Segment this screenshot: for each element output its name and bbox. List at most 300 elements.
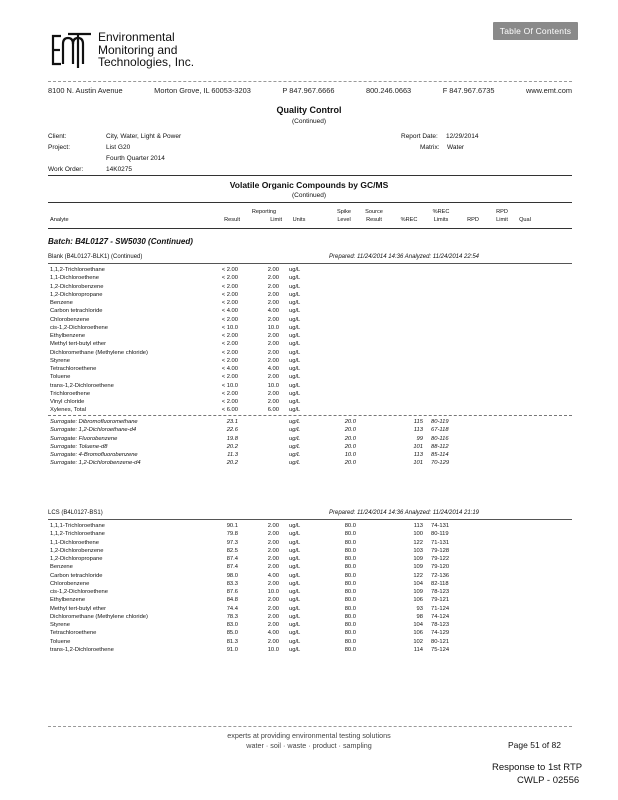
rec-limits-cell: 82-118 [431, 580, 449, 587]
reporting-limit-cell: 2.00 [267, 539, 279, 546]
reporting-limit-cell: 10.0 [267, 324, 279, 331]
reporting-limit-cell: 2.00 [267, 357, 279, 364]
table-row [48, 373, 572, 381]
table-row [48, 547, 572, 555]
result-cell: < 2.00 [221, 267, 238, 273]
reporting-limit-cell: 2.00 [267, 300, 279, 306]
table-row [48, 332, 572, 340]
spike-level-cell: 80.0 [344, 556, 356, 562]
units-cell: ug/L [289, 580, 301, 587]
rec-limits-cell: 79-120 [431, 564, 450, 571]
spike-level-cell: 80.0 [344, 539, 356, 546]
reporting-limit-cell: 2.00 [267, 283, 279, 290]
blank-prepared: Prepared: 11/24/2014 14:36 Analyzed: 11/24/2014 22:54 [329, 254, 480, 260]
analyte-cell: 1,2-Dichloropropane [50, 291, 103, 298]
company-name-line-3: Technologies, Inc. [98, 55, 195, 69]
website: www.emt.com [525, 86, 572, 95]
reporting-limit-cell: 2.00 [267, 531, 279, 538]
reporting-limit-cell: 2.00 [267, 638, 279, 645]
col-qual: Qual [519, 217, 531, 223]
result-cell: < 10.0 [221, 324, 238, 331]
table-row [48, 621, 572, 629]
reporting-limit-cell: 2.00 [267, 580, 279, 587]
units-cell: ug/L [289, 366, 301, 372]
percent-rec-cell: 113 [413, 523, 423, 529]
percent-rec-cell: 106 [413, 597, 423, 604]
rec-limits-cell: 85-114 [431, 452, 449, 458]
reporting-limit-cell: 2.00 [267, 341, 279, 348]
reporting-limit-cell: 2.00 [267, 399, 279, 405]
result-cell: < 6.00 [221, 407, 238, 414]
table-row [48, 390, 572, 398]
analyte-cell: trans-1,2-Dichloroethene [50, 646, 114, 653]
analyte-cell: 1,2-Dichloropropane [50, 556, 103, 562]
result-cell: 91.0 [226, 646, 238, 653]
workorder-value: 14K0275 [106, 166, 133, 173]
result-cell: < 2.00 [221, 316, 238, 323]
analyte-cell: 1,2-Dichlorobenzene [50, 283, 104, 290]
units-cell: ug/L [289, 460, 301, 467]
spike-level-cell: 20.0 [344, 460, 356, 467]
units-cell: ug/L [289, 556, 301, 562]
units-cell: ug/L [289, 349, 301, 356]
reporting-limit-cell: 2.00 [267, 316, 279, 323]
spike-level-cell: 80.0 [344, 646, 356, 653]
units-cell: ug/L [289, 275, 301, 282]
spike-level-cell: 80.0 [344, 523, 356, 529]
table-row [48, 426, 572, 434]
analyte-cell: Ethylbenzene [50, 597, 86, 604]
rec-limits-cell: 80-121 [431, 638, 450, 645]
blank-name: Blank (B4L0127-BLK1) (Continued) [48, 254, 143, 260]
rec-limits-cell: 74-131 [431, 523, 450, 529]
reporting-limit-cell: 2.00 [267, 564, 279, 571]
table-row [48, 522, 572, 530]
table-row [48, 418, 572, 426]
units-cell: ug/L [289, 300, 301, 306]
units-cell: ug/L [289, 564, 301, 571]
reporting-limit-cell: 10.0 [267, 646, 279, 653]
analyte-cell: Methyl tert-butyl ether [50, 605, 107, 612]
result-cell: 23.1 [226, 419, 238, 425]
reporting-limit-cell: 6.00 [267, 407, 279, 414]
units-cell: ug/L [289, 267, 301, 273]
result-cell: < 2.00 [221, 333, 238, 339]
spike-level-cell: 80.0 [344, 597, 356, 604]
result-cell: < 2.00 [221, 357, 238, 364]
analyte-cell: Surrogate: Dibromofluoromethane [50, 419, 138, 425]
percent-rec-cell: 106 [413, 630, 423, 637]
blank-header [48, 253, 572, 264]
table-row [48, 605, 572, 613]
result-cell: 74.4 [226, 605, 238, 612]
spike-level-cell: 20.0 [344, 427, 356, 434]
rec-limits-cell: 88-112 [431, 443, 449, 450]
table-row [48, 572, 572, 580]
spike-level-cell: 80.0 [344, 605, 356, 612]
col-rpdlim-2: Limit [496, 217, 508, 223]
batch-title: Batch: B4L0127 - SW5030 (Continued) [48, 237, 193, 246]
reporting-limit-cell: 2.00 [267, 374, 279, 381]
footer-services: water · soil · waste · product · sampling [246, 741, 372, 750]
result-cell: 87.4 [226, 556, 238, 562]
units-cell: ug/L [289, 531, 301, 538]
table-row [48, 307, 572, 315]
percent-rec-cell: 100 [413, 531, 423, 538]
table-of-contents-button[interactable]: Table Of Contents [493, 22, 578, 40]
table-row [48, 382, 572, 390]
reporting-limit-cell: 2.00 [267, 605, 279, 612]
project-value-2: Fourth Quarter 2014 [106, 155, 165, 162]
reporting-limit-cell: 2.00 [267, 547, 279, 554]
rec-limits-cell: 78-123 [431, 622, 450, 628]
result-cell: < 4.00 [221, 308, 238, 315]
units-cell: ug/L [289, 374, 301, 381]
reporting-limit-cell: 4.00 [267, 630, 279, 637]
address-line [48, 86, 572, 95]
units-cell: ug/L [289, 291, 301, 298]
reporting-limit-cell: 2.00 [267, 275, 279, 282]
reporting-limit-cell: 2.00 [267, 291, 279, 298]
percent-rec-cell: 122 [413, 539, 423, 546]
percent-rec-cell: 101 [413, 443, 423, 450]
units-cell: ug/L [289, 382, 301, 389]
result-cell: < 2.00 [221, 341, 238, 348]
units-cell: ug/L [289, 341, 301, 348]
units-cell: ug/L [289, 613, 301, 620]
reporting-limit-cell: 2.00 [267, 597, 279, 604]
reporting-limit-cell: 10.0 [267, 589, 279, 595]
analyte-cell: Methyl tert-butyl ether [50, 341, 107, 348]
lcs-name: LCS (B4L0127-BS1) [48, 510, 103, 516]
analyte-cell: Ethylbenzene [50, 333, 86, 339]
meta-divider [48, 175, 572, 176]
result-cell: < 2.00 [221, 275, 238, 282]
table-row [48, 638, 572, 646]
matrix-label: Matrix: [420, 144, 440, 151]
header-divider [48, 81, 572, 82]
col-rpd: RPD [467, 217, 479, 223]
footer-tagline: experts at providing environmental testing solutions [227, 731, 391, 740]
reporting-limit-cell: 2.00 [267, 390, 279, 397]
tollfree-number: 800.246.0663 [365, 86, 412, 95]
analyte-cell: 1,1,2-Trichloroethane [50, 267, 105, 273]
table-row [48, 580, 572, 588]
reporting-limit-cell: 2.00 [267, 622, 279, 628]
analyte-cell: Styrene [50, 622, 70, 628]
percent-rec-cell: 99 [416, 435, 423, 442]
analyte-cell: Toluene [50, 638, 71, 645]
analyte-cell: 1,1-Dichloroethene [50, 275, 99, 282]
spike-level-cell: 10.0 [344, 452, 356, 458]
section-title: Volatile Organic Compounds by GC/MS [229, 180, 389, 190]
reporting-limit-cell: 2.00 [267, 333, 279, 339]
result-cell: < 10.0 [221, 382, 238, 389]
result-cell: 22.6 [226, 427, 238, 434]
spike-level-cell: 80.0 [344, 531, 356, 538]
units-cell: ug/L [289, 572, 301, 579]
col-result: Result [224, 217, 240, 223]
result-cell: 97.3 [226, 539, 238, 546]
reporting-limit-cell: 10.0 [267, 382, 279, 389]
analyte-cell: Benzene [50, 300, 73, 306]
percent-rec-cell: 102 [413, 638, 423, 645]
section-continued: (Continued) [292, 192, 326, 199]
report-date-value: 12/29/2014 [446, 133, 479, 140]
table-row [48, 451, 572, 459]
analyte-cell: Tetrachloroethene [50, 630, 97, 637]
analyte-cell: Carbon tetrachloride [50, 572, 103, 579]
rec-limits-cell: 78-123 [431, 589, 450, 595]
rec-limits-cell: 79-121 [431, 597, 450, 604]
analyte-cell: Surrogate: 1,2-Dichloroethane-d4 [50, 427, 137, 434]
analyte-cell: Surrogate: Fluorobenzene [50, 435, 118, 442]
table-row [48, 357, 572, 365]
column-header [48, 202, 572, 229]
percent-rec-cell: 103 [413, 547, 423, 554]
units-cell: ug/L [289, 547, 301, 554]
col-rpdlim-1: RPD [496, 209, 508, 215]
reporting-limit-cell: 4.00 [267, 366, 279, 372]
result-cell: 83.3 [226, 580, 238, 587]
units-cell: ug/L [289, 589, 301, 595]
lcs-rows [48, 522, 572, 654]
workorder-label: Work Order: [48, 166, 84, 173]
table-row [48, 365, 572, 373]
table-row [48, 555, 572, 563]
result-cell: < 2.00 [221, 374, 238, 381]
street-address: 8100 N. Austin Avenue [48, 86, 123, 95]
rec-limits-cell: 71-124 [431, 605, 450, 612]
result-cell: 78.3 [226, 613, 238, 620]
table-row [48, 316, 572, 324]
units-cell: ug/L [289, 523, 301, 529]
rec-limits-cell: 72-136 [431, 572, 450, 579]
result-cell: 98.0 [226, 572, 238, 579]
result-cell: < 2.00 [221, 291, 238, 298]
analyte-cell: Styrene [50, 357, 70, 364]
reporting-limit-cell: 4.00 [267, 572, 279, 579]
rec-limits-cell: 67-118 [431, 427, 449, 434]
result-cell: < 2.00 [221, 399, 238, 405]
footer-divider [48, 726, 572, 727]
result-cell: < 2.00 [221, 283, 238, 290]
client-label: Client: [48, 133, 67, 140]
rec-limits-cell: 71-131 [431, 539, 450, 546]
company-name-line-1: Environmental [98, 30, 175, 44]
rec-limits-cell: 79-122 [431, 556, 450, 562]
spike-level-cell: 80.0 [344, 572, 356, 579]
percent-rec-cell: 122 [413, 572, 423, 579]
table-row [48, 596, 572, 604]
analyte-cell: trans-1,2-Dichloroethene [50, 382, 114, 389]
blank-surrogate-divider [48, 415, 572, 416]
col-units: Units [292, 217, 306, 223]
table-row [48, 435, 572, 443]
table-row [48, 443, 572, 451]
city-address: Morton Grove, IL 60053-3203 [154, 86, 251, 95]
units-cell: ug/L [289, 283, 301, 290]
units-cell: ug/L [289, 630, 301, 637]
analyte-cell: Chlorobenzene [50, 580, 90, 587]
units-cell: ug/L [289, 316, 301, 323]
percent-rec-cell: 113 [413, 452, 423, 458]
analyte-cell: cis-1,2-Dichloroethene [50, 324, 108, 331]
units-cell: ug/L [289, 452, 301, 458]
lcs-header [48, 509, 572, 520]
col-limits-2: Limits [433, 217, 449, 223]
table-row [48, 406, 572, 414]
result-cell: 20.2 [226, 443, 238, 450]
percent-rec-cell: 104 [413, 622, 423, 628]
analyte-cell: 1,1,2-Trichloroethane [50, 531, 105, 538]
table-row [48, 539, 572, 547]
rec-limits-cell: 74-124 [431, 613, 450, 620]
result-cell: 84.8 [226, 597, 238, 604]
units-cell: ug/L [289, 399, 301, 405]
result-cell: < 4.00 [221, 366, 238, 372]
analyte-cell: 1,1-Dichloroethene [50, 539, 99, 546]
matrix-value: Water [447, 144, 465, 151]
result-cell: 11.3 [227, 452, 238, 458]
units-cell: ug/L [289, 638, 301, 645]
table-row [48, 299, 572, 307]
col-source-1: Source [365, 209, 383, 215]
percent-rec-cell: 98 [416, 613, 423, 620]
percent-rec-cell: 113 [413, 427, 423, 434]
units-cell: ug/L [289, 605, 301, 612]
result-cell: 87.6 [226, 589, 238, 595]
result-cell: 82.5 [226, 547, 238, 554]
report-title: Quality Control [276, 105, 342, 115]
spike-level-cell: 80.0 [344, 622, 356, 628]
units-cell: ug/L [289, 333, 301, 339]
lcs-prepared: Prepared: 11/24/2014 14:36 Analyzed: 11/24/2014 21:19 [329, 510, 480, 516]
percent-rec-cell: 109 [413, 556, 423, 562]
fax-number: F 847.967.6735 [442, 86, 495, 95]
result-cell: 83.0 [226, 622, 238, 628]
spike-level-cell: 80.0 [344, 613, 356, 620]
reporting-limit-cell: 2.00 [267, 613, 279, 620]
rec-limits-cell: 79-128 [431, 547, 450, 554]
page-number: Page 51 of 82 [508, 740, 561, 750]
result-cell: 81.3 [226, 638, 238, 645]
percent-rec-cell: 101 [413, 460, 423, 467]
company-name-line-2: Monitoring and [98, 42, 178, 57]
result-cell: < 2.00 [221, 300, 238, 306]
result-cell: < 2.00 [221, 390, 238, 397]
analyte-cell: Surrogate: 1,2-Dichlorobenzene-d4 [50, 460, 141, 467]
table-row [48, 266, 572, 274]
rec-limits-cell: 80-119 [431, 531, 449, 538]
result-cell: 90.1 [226, 523, 238, 529]
units-cell: ug/L [289, 622, 301, 628]
project-value-1: List G20 [106, 144, 131, 151]
reporting-limit-cell: 4.00 [267, 308, 279, 315]
rec-limits-cell: 75-124 [431, 646, 450, 653]
col-rl-1: Reporting [251, 209, 277, 215]
analyte-cell: Dichloromethane (Methylene chloride) [50, 349, 148, 356]
project-label: Project: [48, 144, 71, 151]
reporting-limit-cell: 2.00 [267, 349, 279, 356]
col-rl-2: Limit [270, 217, 282, 223]
units-cell: ug/L [289, 419, 301, 425]
table-row [48, 283, 572, 291]
spike-level-cell: 80.0 [344, 638, 356, 645]
analyte-cell: cis-1,2-Dichloroethene [50, 589, 108, 595]
analyte-cell: Xylenes, Total [50, 407, 86, 414]
rec-limits-cell: 74-129 [431, 630, 450, 637]
table-row [48, 613, 572, 621]
spike-level-cell: 80.0 [344, 580, 356, 587]
percent-rec-cell: 104 [413, 580, 423, 587]
response-stamp: Response to 1st RTP [492, 762, 583, 773]
units-cell: ug/L [289, 443, 301, 450]
col-source-2: Result [366, 217, 382, 223]
col-analyte: Analyte [50, 217, 69, 223]
analyte-cell: Toluene [50, 374, 71, 381]
table-row [48, 398, 572, 406]
units-cell: ug/L [289, 357, 301, 364]
analyte-cell: Benzene [50, 564, 73, 571]
col-spike-2: Level [337, 217, 351, 223]
units-cell: ug/L [289, 407, 301, 414]
col-rec: %REC [400, 217, 418, 223]
spike-level-cell: 20.0 [344, 435, 356, 442]
blank-surrogates [48, 418, 572, 468]
table-row [48, 324, 572, 332]
spike-level-cell: 80.0 [344, 630, 356, 637]
result-cell: 19.8 [226, 435, 238, 442]
percent-rec-cell: 114 [413, 646, 423, 653]
analyte-cell: Chlorobenzene [50, 316, 90, 323]
analyte-cell: 1,2-Dichlorobenzene [50, 547, 104, 554]
analyte-cell: Dichloromethane (Methylene chloride) [50, 613, 148, 620]
spike-level-cell: 80.0 [344, 589, 356, 595]
units-cell: ug/L [289, 427, 301, 434]
table-row [48, 646, 572, 654]
company-name [98, 31, 194, 69]
result-cell: 79.8 [226, 531, 238, 538]
col-spike-1: Spike [337, 209, 351, 215]
table-row [48, 291, 572, 299]
units-cell: ug/L [289, 597, 301, 604]
analyte-cell: Surrogate: 4-Bromofluorobenzene [50, 452, 138, 458]
spike-level-cell: 80.0 [344, 564, 356, 571]
bates-number: CWLP - 02556 [517, 775, 580, 786]
client-value: City, Water, Light & Power [106, 133, 182, 140]
blank-rows [48, 266, 572, 415]
percent-rec-cell: 115 [413, 419, 423, 425]
table-row [48, 629, 572, 637]
rec-limits-cell: 70-129 [431, 460, 450, 467]
analyte-cell: Trichloroethene [50, 390, 91, 397]
result-cell: 85.0 [226, 630, 238, 637]
report-date-label: Report Date: [401, 133, 438, 140]
spike-level-cell: 20.0 [344, 443, 356, 450]
units-cell: ug/L [289, 646, 301, 653]
table-row [48, 340, 572, 348]
reporting-limit-cell: 2.00 [267, 523, 279, 529]
table-row [48, 530, 572, 538]
units-cell: ug/L [289, 308, 301, 315]
units-cell: ug/L [289, 390, 301, 397]
reporting-limit-cell: 2.00 [267, 556, 279, 562]
percent-rec-cell: 109 [413, 564, 423, 571]
table-row [48, 349, 572, 357]
result-cell: < 2.00 [221, 349, 238, 356]
units-cell: ug/L [289, 539, 301, 546]
